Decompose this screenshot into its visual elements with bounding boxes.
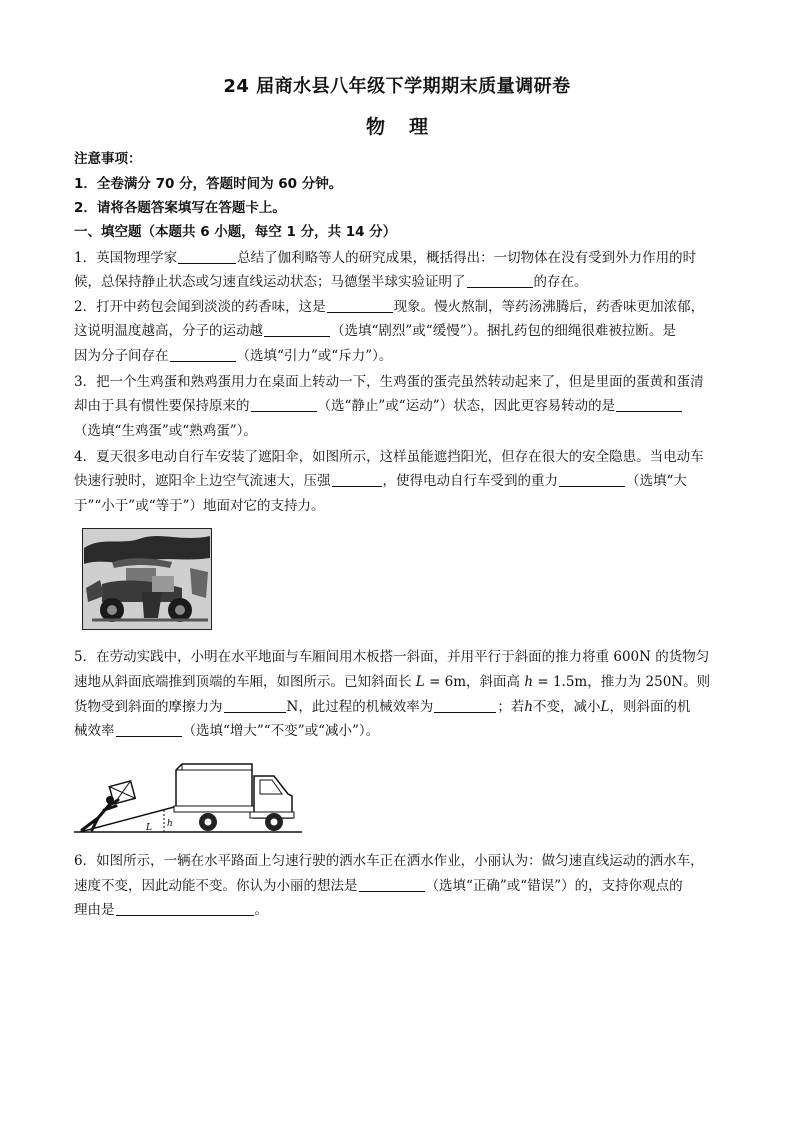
q2-line-1: 2．打开中药包会闻到淡淡的药香味，这是 现象。慢火熬制，等药汤沸腾后，药香味更加浓郁， <box>74 299 705 315</box>
ramp-length-label: L <box>146 823 152 833</box>
answer-blank[interactable] <box>178 250 236 264</box>
ebike-sunshade-photo <box>82 528 212 630</box>
answer-blank[interactable] <box>116 902 254 916</box>
q2-line-3: 因为分子间存在 （选填“引力”或“斥力”）。 <box>74 348 393 364</box>
q3-line-3: （选填“生鸡蛋”或“熟鸡蛋”）。 <box>74 423 257 439</box>
subject-title: 物理 <box>365 116 452 138</box>
q4-line-3: 于”“小于”或“等于”）地面对它的支持力。 <box>74 498 325 514</box>
q3-line-1: 3．把一个生鸡蛋和熟鸡蛋用力在桌面上转动一下，生鸡蛋的蛋壳虽然转动起来了，但是里面的蛋黄和蛋清 <box>74 374 704 390</box>
q5-line-3: 货物受到斜面的摩擦力为 N，此过程的机械效率为 ；若h不变，减小L，则斜面的机 <box>74 699 691 715</box>
notes-item-2: 2．请将各题答案填写在答题卡上。 <box>74 200 286 216</box>
ramp-height-label: h <box>167 819 173 829</box>
answer-blank[interactable] <box>264 323 330 337</box>
answer-blank[interactable] <box>332 473 382 487</box>
answer-blank[interactable] <box>251 398 317 412</box>
q6-line-3: 理由是 。 <box>74 902 268 918</box>
q6-line-2: 速度不变，因此动能不变。你认为小丽的想法是 （选填“正确”或“错误”）的，支持你观点的 <box>74 878 683 894</box>
answer-blank[interactable] <box>116 723 182 737</box>
answer-blank[interactable] <box>359 878 425 892</box>
q5-line-2: 速地从斜面底端推到顶端的车厢，如图所示。已知斜面长 L = 6m，斜面高 h = 1.5m，推力为 250N。则 <box>74 674 711 690</box>
answer-blank[interactable] <box>170 348 236 362</box>
q5-line-4: 械效率 （选填“增大”“不变”或“减小”）。 <box>74 723 380 739</box>
q1-line-2: 候，总保持静止状态或匀速直线运动状态；马德堡半球实验证明了 的存在。 <box>74 274 588 290</box>
notes-heading: 注意事项： <box>74 151 142 167</box>
q6-line-1: 6．如图所示，一辆在水平路面上匀速行驶的洒水车正在洒水作业，小丽认为：做匀速直线运动的洒水车， <box>74 853 704 869</box>
q4-line-1: 4．夏天很多电动自行车安装了遮阳伞，如图所示，这样虽能遮挡阳光，但存在很大的安全隐患。当电动车 <box>74 449 704 465</box>
truck-ramp-figure <box>74 760 302 836</box>
answer-blank[interactable] <box>467 274 533 288</box>
q2-line-2: 这说明温度越高，分子的运动越 （选填“剧烈”或“缓慢”）。捆扎药包的细绳很难被拉断。是 <box>74 323 676 339</box>
q4-line-2: 快速行驶时，遮阳伞上边空气流速大，压强 ，使得电动自行车受到的重力 （选填“大 <box>74 473 687 489</box>
answer-blank[interactable] <box>559 473 625 487</box>
q5-line-1: 5．在劳动实践中，小明在水平地面与车厢间用木板搭一斜面，并用平行于斜面的推力将重 600N 的货物匀 <box>74 649 710 665</box>
answer-blank[interactable] <box>616 398 682 412</box>
section-1-heading: 一、填空题（本题共 6 小题，每空 1 分，共 14 分） <box>74 224 397 240</box>
notes-item-1: 1．全卷满分 70 分，答题时间为 60 分钟。 <box>74 176 343 192</box>
answer-blank[interactable] <box>434 699 496 713</box>
q3-line-2: 却由于具有惯性要保持原来的 （选“静止”或“运动”）状态，因此更容易转动的是 <box>74 397 683 415</box>
q1-line-1: 1．英国物理学家 总结了伽利略等人的研究成果，概括得出：一切物体在没有受到外力作用的时 <box>74 250 697 266</box>
answer-blank[interactable] <box>327 299 393 313</box>
exam-title: 24 届商水县八年级下学期期末质量调研卷 <box>223 76 571 97</box>
answer-blank[interactable] <box>224 699 286 713</box>
